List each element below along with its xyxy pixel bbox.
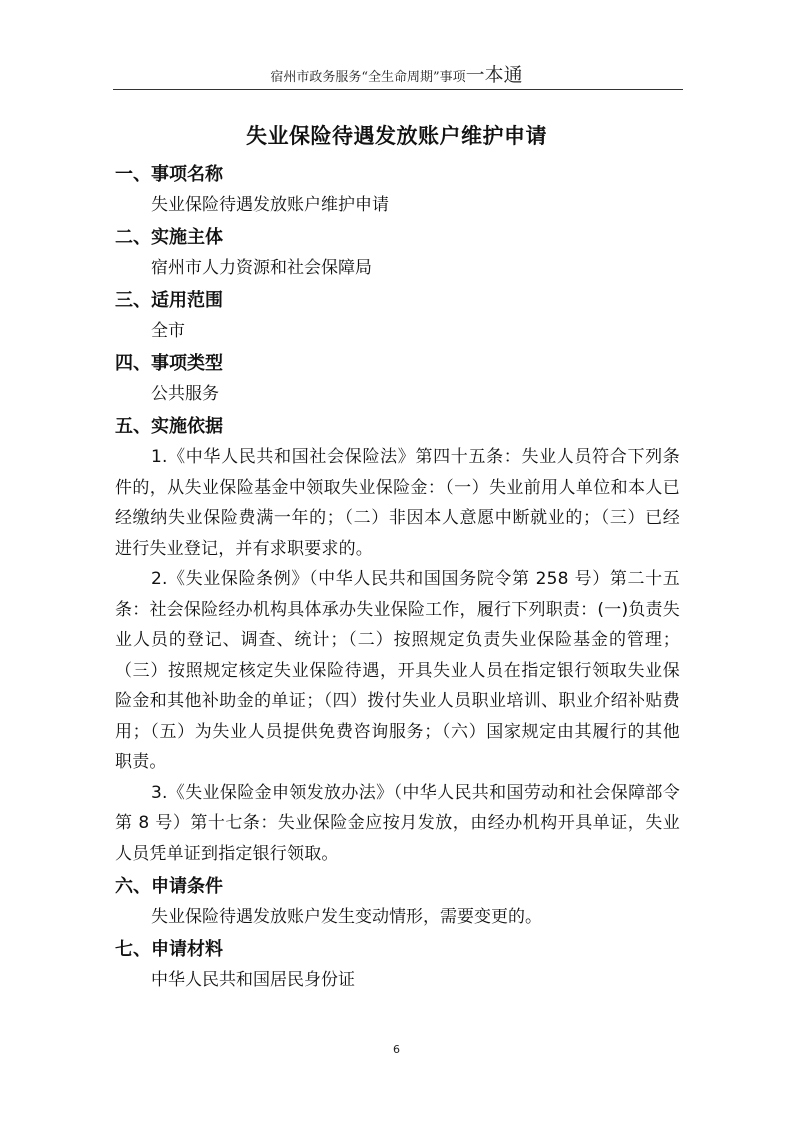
legal-basis-paragraph-1: 1.《中华人民共和国社会保险法》第四十五条：失业人员符合下列条件的，从失业保险基金中领取失业保险金：（一）失业前用人单位和本人已经缴纳失业保险费满一年的；（二）非因本人意愿中断就业的；（三）已经进行失业登记，并有求职要求的。: [115, 447, 680, 559]
section-heading-conditions: 六、申请条件: [115, 876, 223, 897]
section-heading-legal-basis: 五、实施依据: [115, 416, 223, 437]
section-heading-scope: 三、适用范围: [115, 290, 223, 311]
document-body: [115, 157, 680, 995]
legal-basis-paragraph-3: 3.《失业保险金申领发放办法》（中华人民共和国劳动和社会保障部令第 8 号）第十七条：失业保险金应按月发放，由经办机构开具单证，失业人员凭单证到指定银行领取。: [115, 782, 680, 864]
section-value-materials: 中华人民共和国居民身份证: [151, 970, 355, 990]
section-heading-implementing-body: 二、实施主体: [115, 227, 223, 248]
page-header: [0, 60, 793, 87]
section-value-scope: 全市: [151, 321, 185, 341]
section-heading-item-type: 四、事项类型: [115, 353, 223, 374]
page-number: 6: [393, 1043, 400, 1056]
section-heading-materials: 七、申请材料: [115, 939, 223, 960]
legal-basis-paragraph-2: 2.《失业保险条例》（中华人民共和国国务院令第 258 号）第二十五条：社会保险经办机构具体承办失业保险工作，履行下列职责：(一)负责失业人员的登记、调查、统计；（二）按照规定负责失业保险基金的管理；（三）按照规定核定失业保险待遇，开具失业人员在指定银行领取失业保险金和其他补助金的单证；（四）拨付失业人员职业培训、职业介绍补贴费用；（五）为失业人员提供免费咨询服务；（六）国家规定由其履行的其他职责。: [115, 569, 680, 772]
header-rule: [113, 89, 683, 90]
section-value-implementing-body: 宿州市人力资源和社会保障局: [151, 258, 372, 278]
section-heading-item-name: 一、事项名称: [115, 164, 223, 185]
section-value-item-type: 公共服务: [151, 384, 219, 404]
header-emphasis: 一本通: [465, 64, 523, 86]
section-value-conditions: 失业保险待遇发放账户发生变动情形，需要变更的。: [151, 907, 542, 927]
section-value-item-name: 失业保险待遇发放账户维护申请: [151, 195, 389, 215]
header-text: 宿州市政务服务“全生命周期”事项: [270, 70, 466, 85]
document-title: 失业保险待遇发放账户维护申请: [246, 124, 547, 148]
